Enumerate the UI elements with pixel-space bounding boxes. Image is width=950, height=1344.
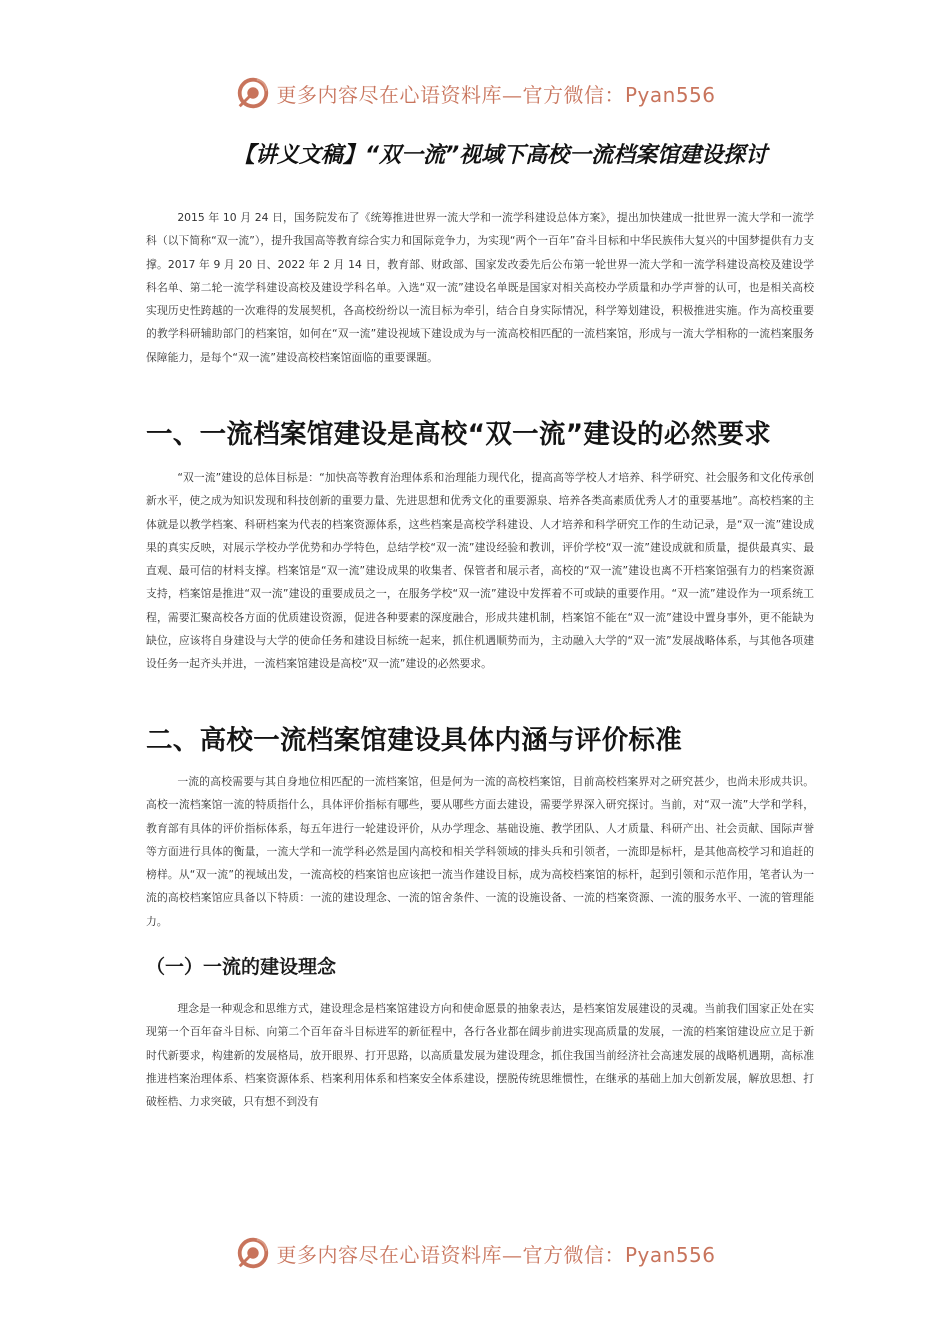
document-title: 【讲义文稿】“双一流”视域下高校一流档案馆建设探讨	[232, 143, 768, 168]
library-logo-icon	[234, 1234, 272, 1272]
wechat-id: Pyan556	[624, 82, 716, 107]
subsection-1-body-block	[146, 997, 814, 1113]
section-1	[146, 412, 814, 451]
banner-text: 更多内容尽在心语资料库—官方微信：Pyan556	[276, 1242, 716, 1267]
wechat-id: Pyan556	[624, 1242, 716, 1267]
library-logo-icon	[234, 74, 272, 112]
header-banner	[0, 71, 950, 115]
section-1-body-block	[146, 466, 814, 676]
section-1-paragraph: “双一流”建设的总体目标是：“加快高等教育治理体系和治理能力现代化，提高高等学校人才培养、科学研究、社会服务和文化传承创新水平，使之成为知识发现和科技创新的重要力量、先进思想和优秀文化的重要源泉、培养各类高素质优秀人才的重要基地”。高校档案的主体就是以教学档案、科研档案为代表的档案资源体系，这些档案是高校学科建设、人才培养和科学研究工作的生动记录，是“双一流”建设成果的真实反映，对展示学校办学优势和办学特色，总结学校“双一流”建设经验和教训，评价学校“双一流”建设成就和质量，提供最真实、最直观、最可信的材料支撑。档案馆是“双一流”建设成果的收集者、保管者和展示者，高校的“双一流”建设也离不开档案馆强有力的档案资源支持，档案馆是推进“双一流”建设的重要成员之一，在服务学校“双一流”建设中发挥着不可或缺的重要作用。“双一流”建设作为一项系统工程，需要汇聚高校各方面的优质建设资源，促进各种要素的深度融合，形成共建机制，档案馆不能在“双一流”建设中置身事外，更不能缺为缺位，应该将自身建设与大学的使命任务和建设目标统一起来，抓住机遇顺势而为，主动融入大学的“双一流”发展战略体系，与其他各项建设任务一起齐头并进，一流档案馆建设是高校“双一流”建设的必然要求。	[146, 471, 814, 671]
subsection-1-paragraph: 理念是一种观念和思维方式，建设理念是档案馆建设方向和使命愿景的抽象表达，是档案馆发展建设的灵魂。当前我们国家正处在实现第一个百年奋斗目标、向第二个百年奋斗目标进军的新征程中，各行各业都在阔步前进实现高质量的发展，一流的档案馆建设应立足于新时代新要求，构建新的发展格局，放开眼界、打开思路，以高质量发展为建设理念，抓住我国当前经济社会高速发展的战略机遇期，高标准推进档案治理体系、档案资源体系、档案利用体系和档案安全体系建设，摆脱传统思维惯性，在继承的基础上加大创新发展，解放思想、打破桎梏、力求突破，只有想不到没有	[146, 1002, 814, 1109]
intro-block	[146, 206, 814, 369]
subsection-1-heading: （一）一流的建设理念	[146, 956, 337, 978]
section-2-heading: 二、高校一流档案馆建设具体内涵与评价标准	[146, 725, 682, 756]
section-2-paragraph: 一流的高校需要与其自身地位相匹配的一流档案馆，但是何为一流的高校档案馆，目前高校档案界对之研究甚少，也尚未形成共识。高校一流档案馆一流的特质指什么，具体评价指标有哪些，要从哪些方面去建设，需要学界深入研究探讨。当前，对“双一流”大学和学科，教育部有具体的评价指标体系，每五年进行一轮建设评价，从办学理念、基础设施、教学团队、人才质量、科研产出、社会贡献、国际声誉等方面进行具体的衡量，一流大学和一流学科必然是国内高校和相关学科领域的排头兵和引领者，一流即是标杆，是其他高校学习和追赶的榜样。从“双一流”的视域出发，一流高校的档案馆也应该把一流当作建设目标，成为高校档案馆的标杆，起到引领和示范作用，笔者认为一流的高校档案馆应具备以下特质：一流的建设理念、一流的馆舍条件、一流的设施设备、一流的档案资源、一流的服务水平、一流的管理能力。	[146, 775, 814, 928]
section-1-heading: 一、一流档案馆建设是高校“双一流”建设的必然要求	[146, 419, 772, 450]
subsection-1	[146, 952, 814, 979]
banner-text: 更多内容尽在心语资料库—官方微信：Pyan556	[276, 82, 716, 107]
intro-paragraph: 2015 年 10 月 24 日，国务院发布了《统筹推进世界一流大学和一流学科建设总体方案》，提出加快建成一批世界一流大学和一流学科（以下简称“双一流”），提升我国高等教育综合实力和国际竞争力，为实现“两个一百年”奋斗目标和中华民族伟大复兴的中国梦提供有力支撑。2017 年 9 月 20 日、2022 年 2 月 14 日，教育部、财政部、国家发改委先后公布第一轮世界一流大学和一流学科建设高校及建设学科名单、第二轮一流学科建设高校及建设学科名单。入选“双一流”建设名单既是国家对相关高校办学质量和办学声誉的认可，也是相关高校实现历史性跨越的一次难得的发展契机，各高校纷纷以一流目标为牵引，结合自身实际情况，科学筹划建设，积极推进实施。作为高校重要的教学科研辅助部门的档案馆，如何在“双一流”建设视域下建设成为与一流高校相匹配的一流档案馆，形成与一流大学相称的一流档案服务保障能力，是每个“双一流”建设高校档案馆面临的重要课题。	[146, 211, 814, 364]
section-2-body-block	[146, 770, 814, 933]
section-2	[146, 718, 814, 757]
footer-banner	[0, 1231, 950, 1275]
